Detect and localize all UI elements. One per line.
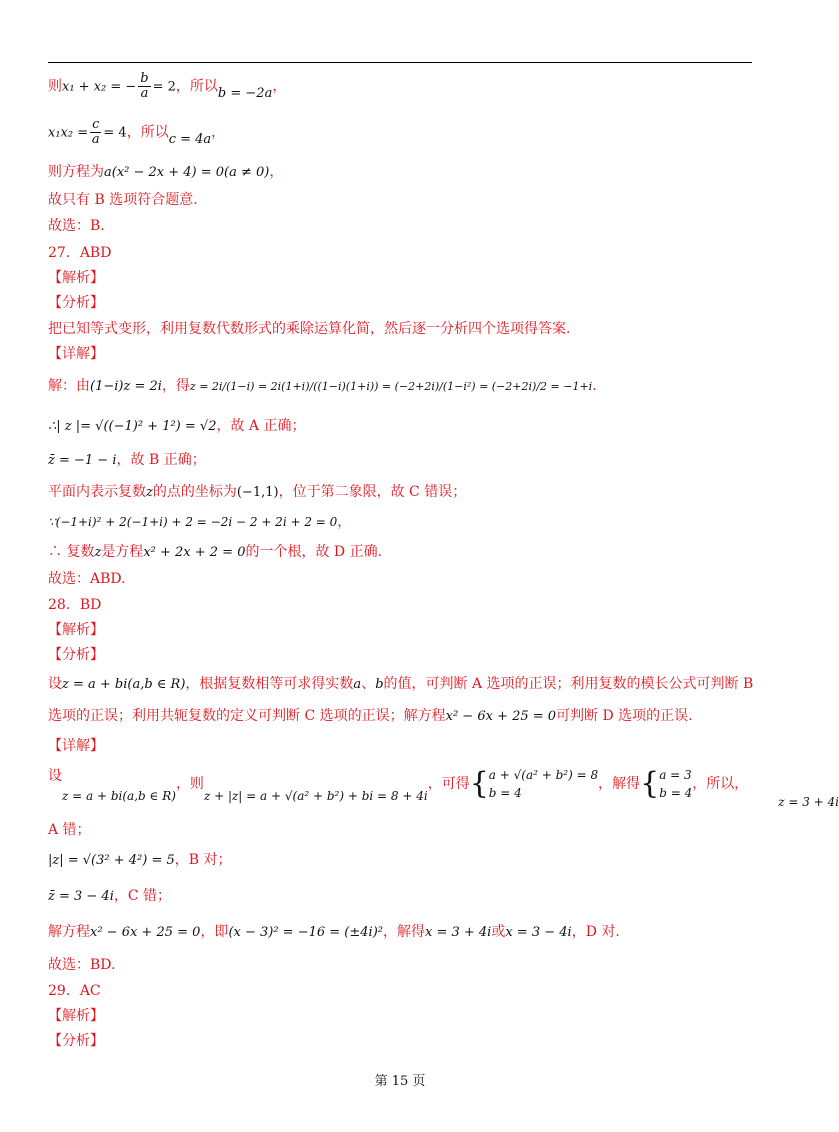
text: ，则: [175, 776, 204, 792]
numerator: b: [140, 71, 149, 86]
math: (1−i)z = 2i: [90, 379, 162, 394]
math: |z| = √(3² + 4²) = 5: [48, 853, 175, 868]
text: ，所以: [175, 78, 218, 95]
q27-solution-quadrant: [48, 482, 466, 503]
brace-left: {: [469, 766, 489, 801]
text: ，C 错；: [113, 888, 172, 904]
q27-solution-verify: [48, 512, 351, 532]
math: z = 2i/(1−i) = 2i(1+i)/((1−i)(1+i)) = (−2+2i)/(1−i²) = (−2+2i)/2 = −1+i: [189, 380, 593, 393]
math: z = a + bi(a,b ∈ R): [62, 677, 186, 692]
text: .: [592, 378, 597, 394]
q28-solution-line1: [48, 766, 839, 810]
math: z̄ = 3 − 4i: [48, 889, 114, 904]
q29-fenxi-heading: 【分析】: [48, 1033, 104, 1049]
line-sum-roots: [48, 72, 286, 101]
math: b = −2a: [217, 85, 273, 101]
line-equation: [48, 162, 283, 183]
text: ，解得: [382, 924, 425, 940]
question-27-number: 27．ABD: [48, 245, 112, 261]
math: x² + 2x + 2 = 0: [143, 545, 246, 560]
q29-jiexi-heading: 【解析】: [48, 1008, 104, 1024]
text: 设: [48, 768, 62, 784]
math: x = 3 − 4i: [505, 925, 572, 940]
text: ，D 对.: [571, 924, 620, 940]
text: ，: [337, 514, 352, 530]
math: c = 4a: [168, 131, 212, 147]
q28-option-c: [48, 886, 171, 907]
text: 选项的正误；利用共轭复数的定义可判断 C 选项的正误；解方程: [48, 708, 446, 724]
question-28-number: 28．BD: [48, 597, 102, 613]
q27-solution-conjugate: [48, 450, 206, 471]
equation-system: [489, 766, 598, 802]
q27-solution-modulus: [48, 416, 305, 437]
numerator: c: [92, 117, 100, 132]
page-number: 第 15 页: [374, 1074, 426, 1089]
text: 解方程: [48, 924, 90, 940]
text: 的点的坐标为: [152, 484, 237, 500]
text: ，故 B 正确；: [116, 452, 206, 468]
fraction: [90, 118, 101, 147]
q27-xiangjie-heading: 【详解】: [48, 346, 104, 362]
q27-fenxi-heading: 【分析】: [48, 295, 104, 311]
text: ，: [211, 124, 226, 141]
line-conclusion: 故只有 B 选项符合题意.: [48, 192, 198, 208]
solution-system: [659, 766, 692, 802]
math: a(x² − 2x + 4) = 0(a ≠ 0): [104, 165, 270, 180]
math: z: [146, 485, 153, 500]
answer-27: 故选：ABD.: [48, 571, 126, 587]
math: x₁x₂ =: [48, 125, 89, 141]
math: z: [94, 545, 102, 560]
text: ，解得: [598, 776, 641, 792]
fraction: [138, 72, 150, 101]
denominator: a: [91, 132, 100, 147]
math: z̄ = −1 − i: [48, 453, 117, 468]
text: ，: [272, 78, 287, 95]
q28-option-d: [48, 922, 620, 943]
text: 的一个根，故 D 正确.: [245, 544, 383, 560]
math: b: [375, 677, 384, 692]
q28-option-b: [48, 850, 232, 871]
text: 是方程: [101, 544, 144, 560]
text: 的值，可判断 A 选项的正误；利用复数的模长公式可判断 B: [383, 676, 754, 692]
math: x² − 6x + 25 = 0: [90, 925, 201, 940]
q28-option-a: A 错；: [48, 822, 91, 838]
header-rule: [48, 62, 752, 63]
q28-fenxi-line2: [48, 706, 693, 727]
line-product-roots: [48, 118, 225, 147]
math: ∵(−1+i)² + 2(−1+i) + 2 = −2i − 2 + 2i + 2 = 0: [48, 515, 338, 529]
math: x = 3 + 4i: [424, 925, 492, 940]
text: 解：由: [48, 378, 90, 394]
math: z = 3 + 4i: [778, 795, 839, 809]
text: ，所以，: [692, 776, 749, 792]
math: z + |z| = a + √(a² + b²) + bi = 8 + 4i: [203, 789, 428, 803]
q27-jiexi-heading: 【解析】: [48, 270, 104, 286]
text: ，位于第二象限，故 C 错误；: [278, 484, 467, 500]
q28-fenxi-heading: 【分析】: [48, 647, 104, 663]
math: z = a + bi(a,b ∈ R): [62, 789, 176, 803]
text: ，所以: [126, 124, 169, 141]
q28-xiangjie-heading: 【详解】: [48, 738, 104, 754]
q27-solution-root: [48, 542, 382, 563]
q28-fenxi-line1: [48, 674, 753, 695]
system-row: a = 3: [659, 768, 692, 782]
text: ，得: [161, 378, 190, 394]
system-row: b = 4: [488, 786, 522, 800]
q28-jiexi-heading: 【解析】: [48, 622, 104, 638]
text: ，B 对；: [174, 852, 232, 868]
math: = 2: [152, 79, 176, 95]
math: a: [353, 677, 362, 692]
text: 、: [361, 676, 376, 692]
text: 则: [48, 78, 62, 95]
brace-left: {: [640, 766, 660, 801]
math: = 4: [103, 125, 127, 141]
text: 或: [491, 924, 506, 940]
answer-28: 故选：BD.: [48, 957, 116, 973]
math: x₁ + x₂ = −: [62, 79, 137, 95]
text: ，: [269, 164, 284, 180]
text: 平面内表示复数: [48, 484, 146, 500]
system-row: b = 4: [659, 786, 693, 800]
question-29-number: 29．AC: [48, 983, 101, 999]
math: ∴| z |= √((−1)² + 1²) = √2: [48, 419, 217, 434]
text: ，可得: [427, 776, 470, 792]
text: 则方程为: [48, 164, 104, 180]
denominator: a: [140, 86, 149, 101]
text: ，故 A 正确；: [216, 418, 306, 434]
text: ，即: [200, 924, 229, 940]
answer-26: 故选：B.: [48, 218, 105, 234]
math: x² − 6x + 25 = 0: [445, 709, 557, 724]
text: ，根据复数相等可求得实数: [185, 676, 354, 692]
q27-fenxi-text: 把已知等式变形，利用复数代数形式的乘除运算化简，然后逐一分析四个选项得答案.: [48, 321, 571, 337]
math: (−1,1): [236, 485, 279, 500]
text: ∴ 复数: [48, 544, 95, 560]
system-row: a + √(a² + b²) = 8: [488, 768, 599, 782]
math: (x − 3)² = −16 = (±4i)²: [228, 925, 383, 940]
text: 可判断 D 选项的正误.: [556, 708, 693, 724]
text: 设: [48, 676, 62, 692]
q27-solution-line1: [48, 376, 597, 397]
